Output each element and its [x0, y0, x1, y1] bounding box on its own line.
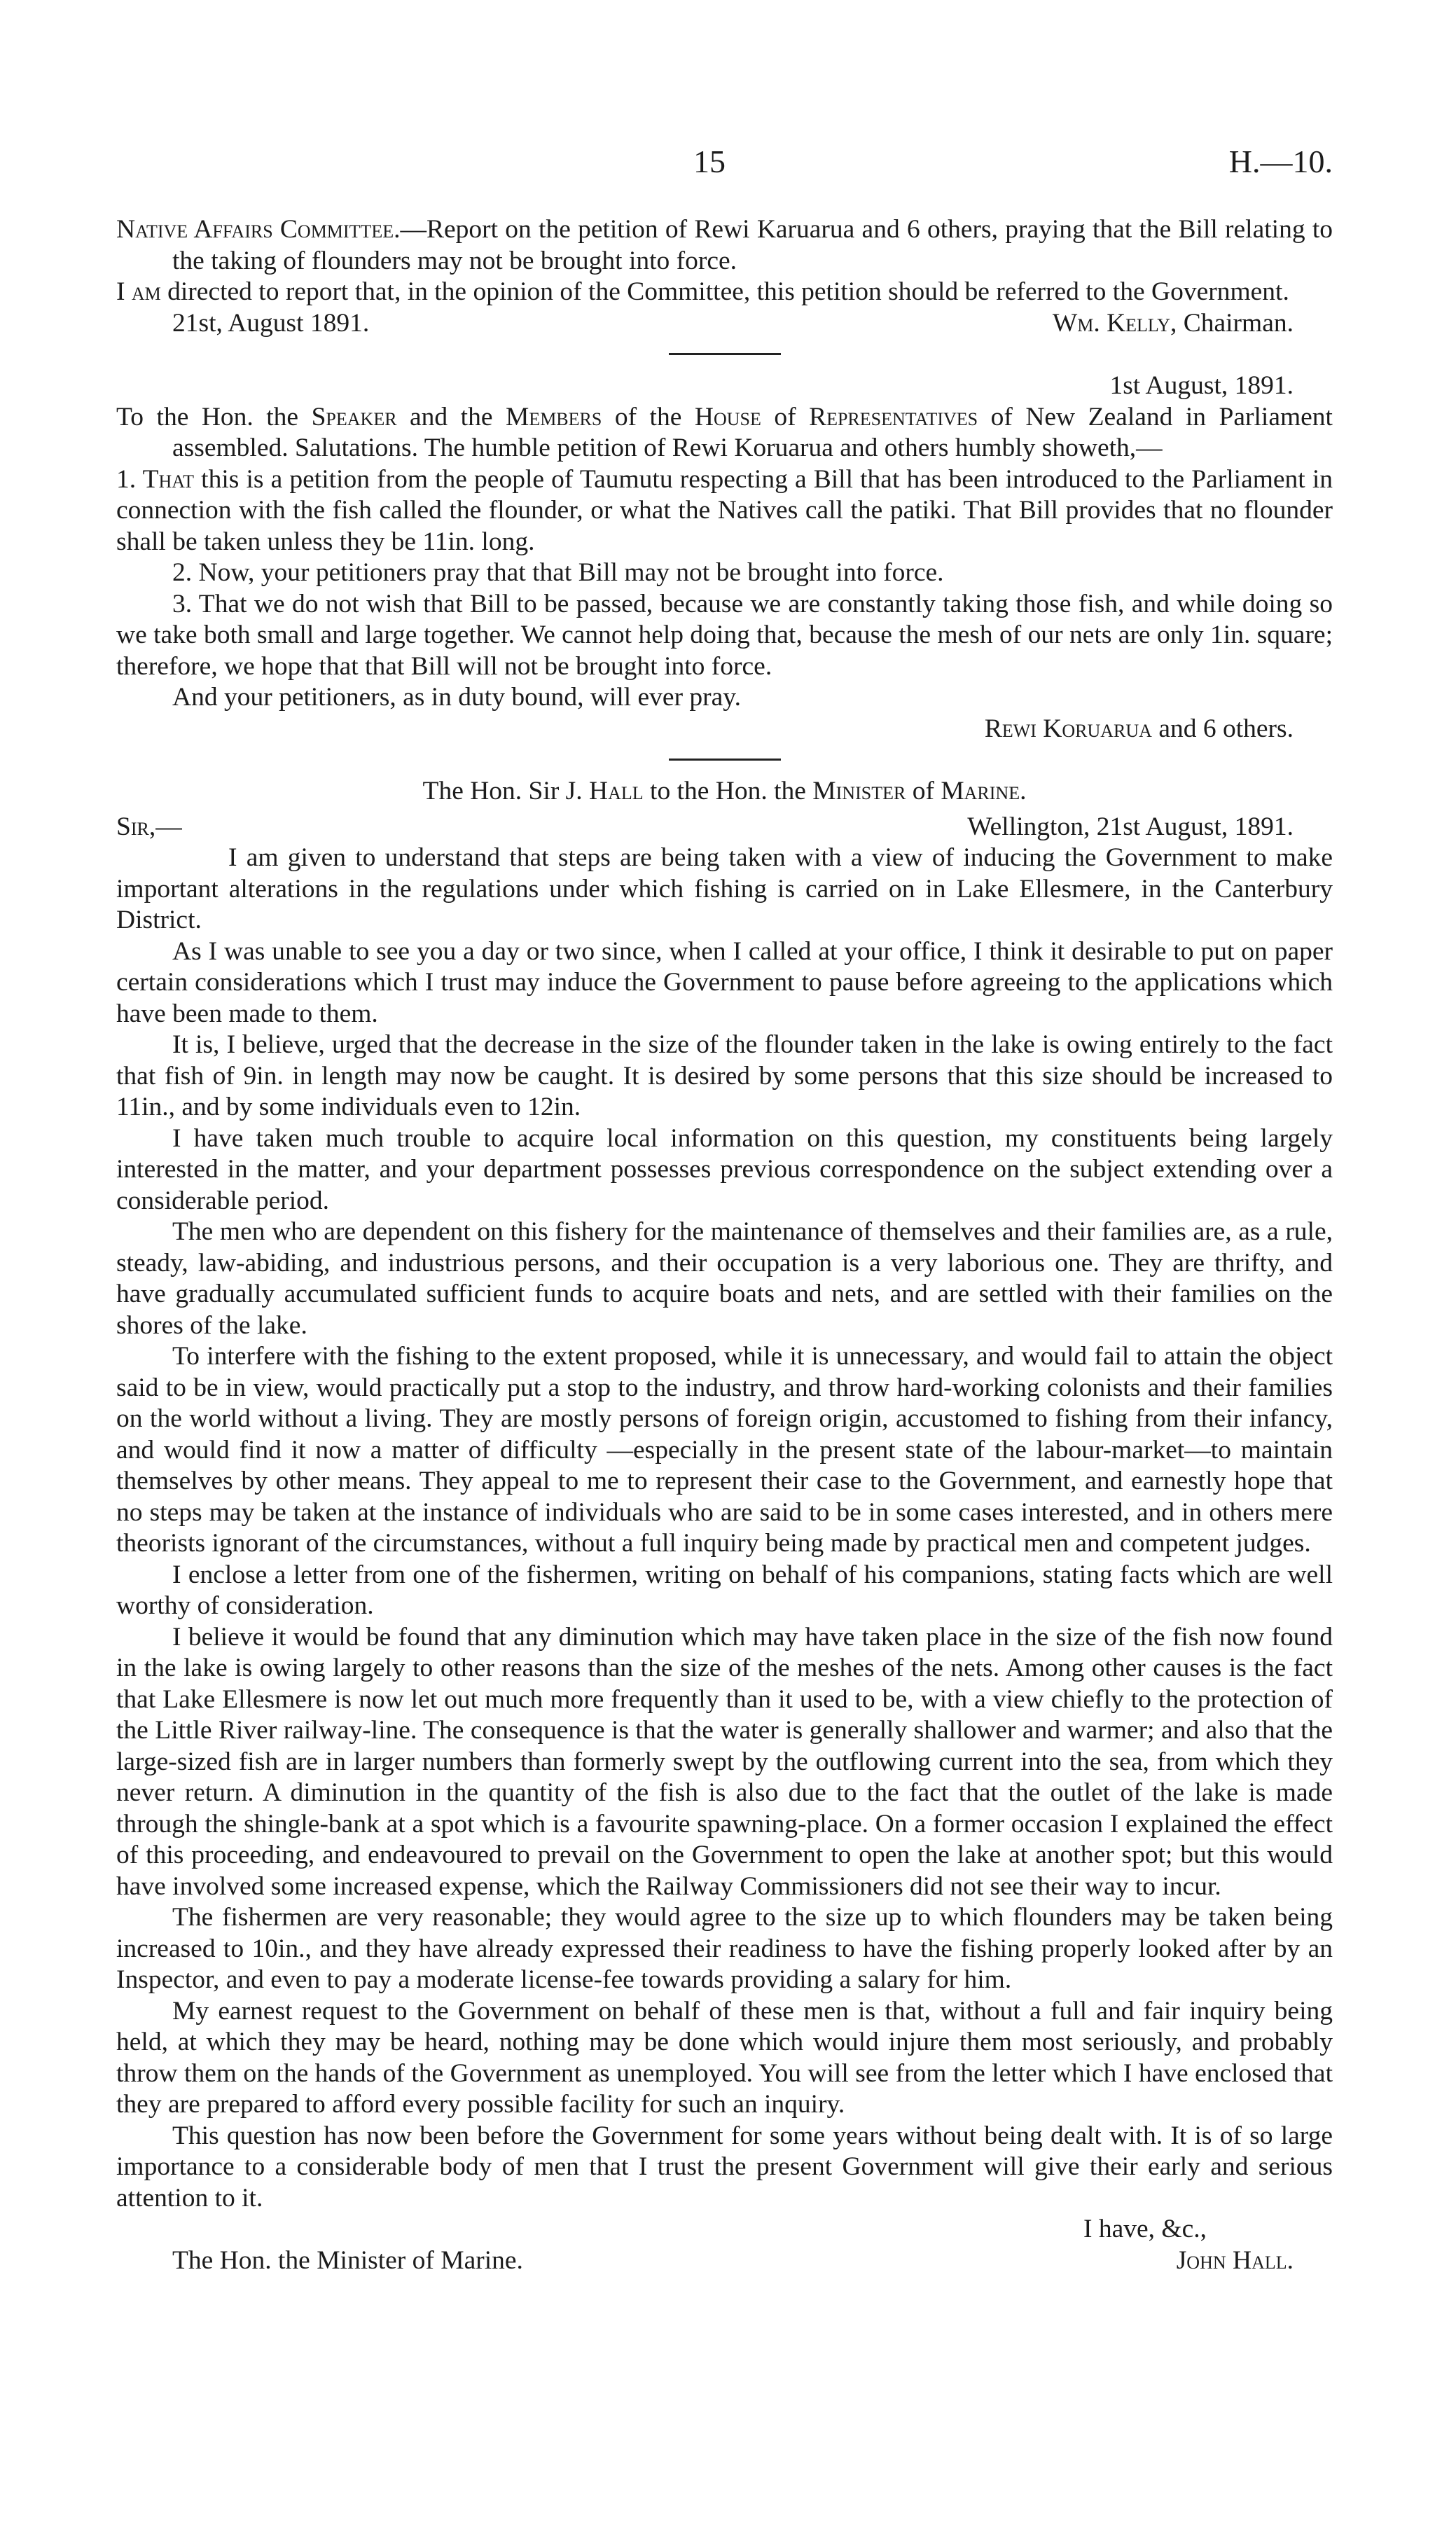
letter-paragraph: I am given to understand that steps are being taken with a view of inducing the Government to make important alterations in the regulations under which fishing is carried on in Lake Ellesmere, in the Canterbury District.	[116, 843, 1333, 934]
page-header	[0, 143, 1456, 185]
letter-signature-row	[116, 2245, 1333, 2277]
committee-signature-row	[116, 308, 1333, 340]
letter-paragraph: As I was unable to see you a day or two since, when I called at your office, I think it desirable to put on paper certain considerations which I trust may induce the Government to pause before agreeing to the applications which have been made to them.	[116, 936, 1333, 1028]
petition-date: 1st August, 1891.	[1109, 371, 1294, 400]
committee-report-date: 21st, August 1891.	[172, 308, 370, 338]
committee-report	[116, 214, 1333, 339]
section-divider	[669, 759, 781, 761]
letter-paragraph: I enclose a letter from one of the fishermen, writing on behalf of his companions, stating facts which are well worthy of consideration.	[116, 1560, 1333, 1620]
letter-paragraph: The fishermen are very reasonable; they would agree to the size up to which flounders may be taken being increased to 10in., and they have already expressed their readiness to have the fishing properly looked after by an Inspector, and even to pay a moderate license-fee towards providing a salary for him.	[116, 1903, 1333, 1994]
petition-item-2: 2. Now, your petitioners pray that that Bill may not be brought into force.	[172, 558, 944, 587]
letter-closing: I have, &c.,	[1083, 2215, 1207, 2243]
letter-heading: The Hon. Sir J. Hall to the Hon. the Minister of Marine.	[422, 777, 1027, 805]
letter-place-date: Wellington, 21st August, 1891.	[967, 812, 1294, 841]
letter-salutation: Sir,—	[116, 812, 182, 841]
petition	[116, 371, 1333, 745]
section-divider	[669, 353, 781, 355]
petition-item-3: 3. That we do not wish that Bill to be passed, because we are constantly taking those fish, and while doing so we take both small and large together. We cannot help doing that, because the mesh of our nets are only 1in. square; therefore, we hope that that Bill will not be brought into force.	[116, 589, 1333, 681]
committee-report-body: I am directed to report that, in the opinion of the Committee, this petition should be referred to the Government.	[116, 277, 1289, 306]
letter	[116, 776, 1333, 2276]
letter-salutation-row	[116, 812, 1333, 843]
letter-paragraph: It is, I believe, urged that the decrease in the size of the flounder taken in the lake is owing entirely to the fact that fish of 9in. in length may now be caught. It is desired by some persons that this size should be increased to 11in., and by some individuals even to 12in.	[116, 1030, 1333, 1121]
petition-address: To the Hon. the Speaker and the Members of the House of Representatives of New Zealand in Parliament assembled. Salutations. The humble petition of Rewi Koruarua and others humbly showeth,—	[116, 402, 1333, 462]
petition-item-1: 1. That this is a petition from the people of Taumutu respecting a Bill that has been introduced to the Parliament in connection with the fish called the flounder, or what the Natives call the patiki. That Bill provides that no flounder shall be taken unless they be 11in. long.	[116, 464, 1333, 556]
letter-paragraph: The men who are dependent on this fishery for the maintenance of themselves and their families are, as a rule, steady, law-abiding, and industrious persons, and their occupation is a very laborious one. They are thrifty, and have gradually accumulated sufficient funds to acquire boats and nets, and are settled with their families on the shores of the lake.	[116, 1217, 1333, 1340]
committee-report-title: Native Affairs Committee.—Report on the petition of Rewi Karuarua and 6 others, praying that the Bill relating to the taking of flounders may not be brought into force.	[116, 215, 1333, 275]
letter-paragraph: I believe it would be found that any diminution which may have taken place in the size of the fish now found in the lake is owing largely to other reasons than the size of the meshes of the nets. Among other causes is the fact that Lake Ellesmere is now let out much more frequently than it used to be, with a view chiefly to the protection of the Little River railway-line. The consequence is that the water is generally shallower and warmer; and also that the large-sized fish are in larger numbers than formerly swept by the outflowing current into the sea, from which they never return. A diminution in the quantity of the fish is also due to the fact that the outlet of the lake is made through the shingle-bank at a spot which is a favourite spawning-place. On a former occasion I explained the effect of this proceeding, and endeavoured to prevail on the Government to open the lake at another spot; but this would have involved some increased expense, which the Railway Commissioners did not see their way to incur.	[116, 1622, 1333, 1901]
letter-paragraph: To interfere with the fishing to the extent proposed, while it is unnecessary, and would fail to attain the object said to be in view, would practically put a stop to the industry, and throw hard-working colonists and their families on the world without a living. They are mostly persons of foreign origin, accustomed to fishing from their infancy, and would find it now a matter of difficulty —especially in the present state of the labour-market—to maintain themselves by other means. They appeal to me to represent their case to the Government, and earnestly hope that no steps may be taken at the instance of individuals who are said to be in some cases interested, and in others mere theorists ignorant of the circumstances, without a full inquiry being made by practical men and competent judges.	[116, 1342, 1333, 1558]
document-reference: H.—10.	[1228, 144, 1333, 179]
committee-signatory: Wm. Kelly, Chairman.	[1052, 308, 1294, 338]
letter-paragraph: My earnest request to the Government on behalf of these men is that, without a full and fair inquiry being held, at which they may be heard, nothing may be done which would injure them most seriously, and probably throw them on the hands of the Government as unemployed. You will see from the letter which I have enclosed that they are prepared to afford every possible facility for such an inquiry.	[116, 1996, 1333, 2119]
page-number: 15	[693, 144, 726, 179]
letter-addressee: The Hon. the Minister of Marine.	[172, 2245, 523, 2275]
letter-paragraph: I have taken much trouble to acquire local information on this question, my constituents being largely interested in the matter, and your department possesses previous correspondence on the subject extending over a considerable period.	[116, 1123, 1333, 1215]
petition-signatory: Rewi Koruarua and 6 others.	[984, 714, 1294, 743]
letter-last-paragraph: This question has now been before the Government for some years without being dealt with. It is of so large importance to a considerable body of men that I trust the present Government will give their early and serious attention to it.	[116, 2121, 1333, 2213]
petition-closing: And your petitioners, as in duty bound, will ever pray.	[172, 683, 741, 712]
letter-signatory: John Hall.	[1176, 2245, 1294, 2275]
